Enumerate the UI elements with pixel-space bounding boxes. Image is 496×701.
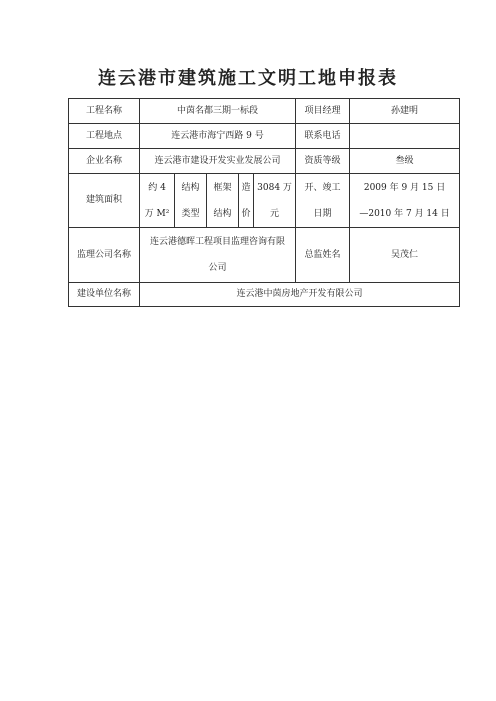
row-supervisor [69,228,460,283]
builder-label: 建设单位名称 [69,283,140,307]
chief-supervisor-label: 总监姓名 [296,228,350,283]
qualification-label: 资质等级 [296,149,350,174]
company-value: 连云港市建设开发实业发展公司 [140,149,296,174]
dates-label-bottom: 日期 [313,208,332,219]
area-label: 建筑面积 [69,174,140,228]
dates-value-bottom: —2010 年 7 月 14 日 [359,208,450,219]
row-company [69,149,460,174]
cost-label-bottom: 价 [241,208,251,219]
phone-label: 联系电话 [296,124,350,149]
row-project-name [69,99,460,124]
supervisor-company-value-top: 连云港德晖工程项目监理咨询有限 [150,237,286,247]
builder-value: 连云港中茵房地产开发有限公司 [140,283,460,307]
phone-value [350,124,460,149]
structure-type-label-bottom: 类型 [181,208,200,219]
qualification-value: 叁级 [350,149,460,174]
supervisor-company-label: 监理公司名称 [69,228,140,283]
application-form-table [68,98,460,307]
structure-type-value-top: 框架 [213,182,232,193]
cost-value-top: 3084 万 [257,182,292,193]
structure-type-value-bottom: 结构 [213,208,232,219]
cost-value [254,174,296,228]
project-name-label: 工程名称 [69,99,140,124]
chief-supervisor-value: 吴茂仁 [350,228,460,283]
location-label: 工程地点 [69,124,140,149]
area-value-bottom: 万 M² [144,208,170,219]
row-area [69,174,460,228]
cost-label-top: 造 [241,182,251,193]
supervisor-company-value-bottom: 公司 [208,263,227,273]
project-name-value: 中茵名都三期一标段 [140,99,296,124]
dates-value-top: 2009 年 9 月 15 日 [363,182,446,193]
form-title: 连云港市建筑施工文明工地申报表 [98,68,398,89]
cost-label [239,174,254,228]
dates-value [350,174,460,228]
structure-type-label [175,174,207,228]
project-manager-label: 项目经理 [296,99,350,124]
location-value: 连云港市海宁西路 9 号 [140,124,296,149]
area-value-top: 约 4 [148,182,166,193]
dates-label-top: 开、竣工 [304,182,341,193]
row-location [69,124,460,149]
company-label: 企业名称 [69,149,140,174]
area-value [140,174,175,228]
cost-value-bottom: 元 [270,208,280,219]
project-manager-value: 孙建明 [350,99,460,124]
structure-type-value [207,174,239,228]
structure-type-label-top: 结构 [181,182,200,193]
supervisor-company-value [140,228,296,283]
dates-label [296,174,350,228]
row-builder [69,283,460,307]
